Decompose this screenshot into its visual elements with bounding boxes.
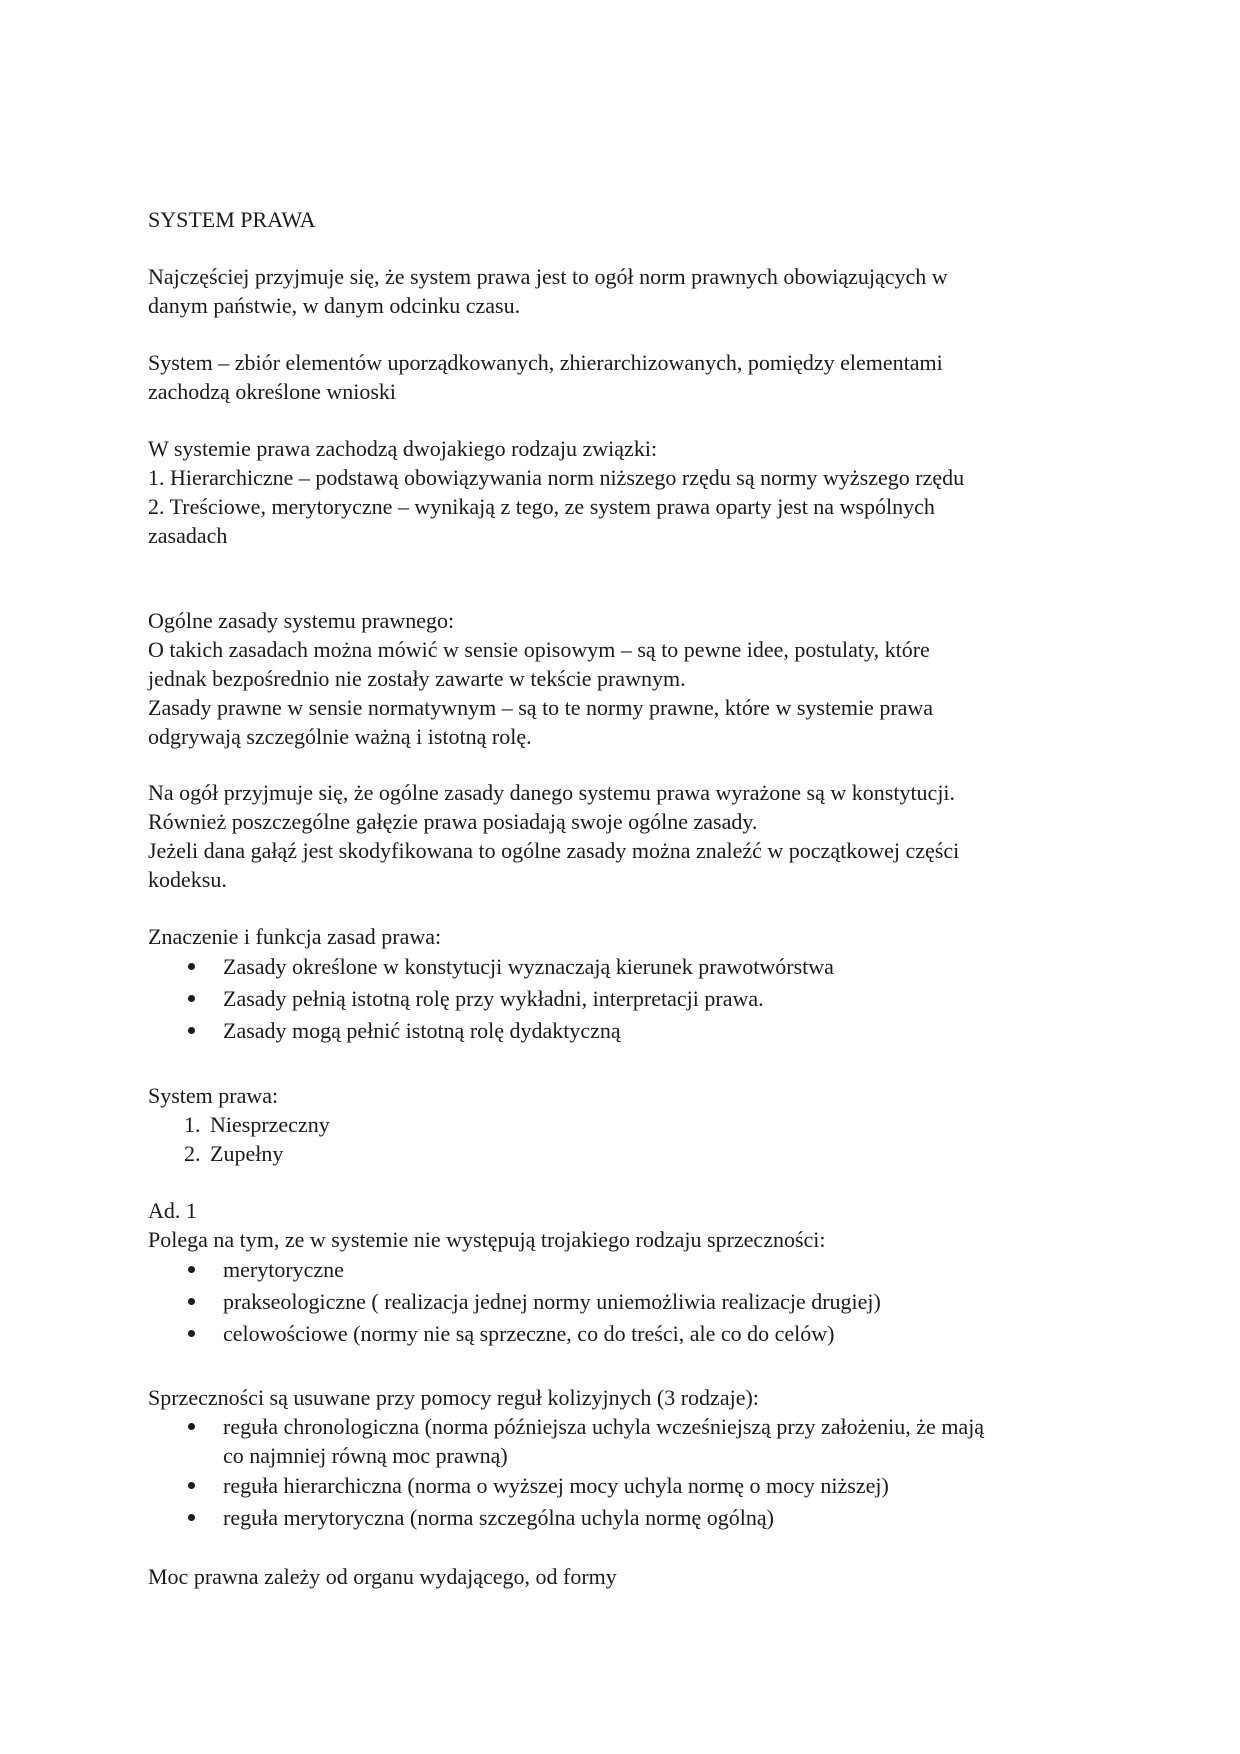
- list-item: merytoryczne: [148, 1254, 1098, 1286]
- text-line: System – zbiór elementów uporządkowanych, zhierarchizowanych, pomiędzy elementami: [148, 350, 943, 375]
- numbered-list: [148, 1110, 1098, 1168]
- section-heading: Sprzeczności są usuwane przy pomocy reguł kolizyjnych (3 rodzaje):: [148, 1385, 759, 1410]
- list-item: celowościowe (normy nie są sprzeczne, co do treści, ale co do celów): [148, 1318, 1098, 1350]
- text-line: Polega na tym, ze w systemie nie występują trojakiego rodzaju sprzeczności:: [148, 1227, 826, 1252]
- section-heading: System prawa:: [148, 1083, 279, 1108]
- section-ad-1: [148, 1196, 1098, 1350]
- list-item: Zasady określone w konstytucji wyznaczają kierunek prawotwórstwa: [148, 951, 1098, 983]
- section-heading: Ad. 1: [148, 1198, 197, 1223]
- list-item: reguła hierarchiczna (norma o wyższej mocy uchyla normę o mocy niższej): [148, 1470, 1098, 1502]
- list-item-text: Niesprzeczny: [210, 1112, 330, 1137]
- paragraph-general-principles: [148, 606, 1098, 751]
- text-line: kodeksu.: [148, 867, 227, 892]
- text-line: zachodzą określone wnioski: [148, 379, 397, 404]
- text-line: Zasady prawne w sensie normatywnym – są to te normy prawne, które w systemie prawa: [148, 695, 934, 720]
- list-item: [148, 1110, 1098, 1139]
- paragraph-relations: [148, 434, 1098, 550]
- list-item-text: Zupełny: [210, 1141, 284, 1166]
- text-line: Również poszczególne gałęzie prawa posiadają swoje ogólne zasady.: [148, 809, 758, 834]
- text-line: Jeżeli dana gałąź jest skodyfikowana to ogólne zasady można znaleźć w początkowej części: [148, 838, 960, 863]
- text-line: Na ogół przyjmuje się, że ogólne zasady danego systemu prawa wyrażone są w konstytucji.: [148, 780, 956, 805]
- text-line: co najmniej równą moc prawną): [223, 1443, 508, 1468]
- list-number: 2.: [184, 1141, 201, 1166]
- section-collision-rules: [148, 1383, 1098, 1534]
- document-title: SYSTEM PRAWA: [148, 207, 316, 232]
- bullet-list: [148, 1254, 1098, 1350]
- text-line: reguła chronologiczna (norma późniejsza uchyla wcześniejszą przy założeniu, że mają: [223, 1414, 985, 1439]
- list-number: 1.: [184, 1112, 201, 1137]
- list-item: Zasady mogą pełnić istotną rolę dydaktyczną: [148, 1015, 1098, 1047]
- list-item: reguła merytoryczna (norma szczególna uchyla normę ogólną): [148, 1502, 1098, 1534]
- list-item: Zasady pełnią istotną rolę przy wykładni, interpretacji prawa.: [148, 983, 1098, 1015]
- paragraph-constitution: [148, 778, 1098, 894]
- text-line: O takich zasadach można mówić w sensie opisowym – są to pewne idee, postulaty, które: [148, 637, 930, 662]
- bullet-list: [148, 1412, 1098, 1534]
- text-line: danym państwie, w danym odcinku czasu.: [148, 293, 521, 318]
- list-item: prakseologiczne ( realizacja jednej normy uniemożliwia realizacje drugiej): [148, 1286, 1098, 1318]
- text-line: 2. Treściowe, merytoryczne – wynikają z tego, ze system prawa oparty jest na wspólnych: [148, 494, 935, 519]
- closing-line: Moc prawna zależy od organu wydającego, od formy: [148, 1564, 617, 1589]
- text-line: Najczęściej przyjmuje się, że system prawa jest to ogół norm prawnych obowiązujących w: [148, 264, 948, 289]
- text-line: Ogólne zasady systemu prawnego:: [148, 608, 455, 633]
- section-principles-function: [148, 922, 1098, 1047]
- section-heading: Znaczenie i funkcja zasad prawa:: [148, 924, 442, 949]
- section-system-features: [148, 1081, 1098, 1168]
- paragraph-definition: [148, 262, 1098, 320]
- list-item: [148, 1139, 1098, 1168]
- list-item: [148, 1412, 1098, 1470]
- paragraph-system-definition: [148, 348, 1098, 406]
- text-line: jednak bezpośrednio nie zostały zawarte w tekście prawnym.: [148, 666, 686, 691]
- text-line: 1. Hierarchiczne – podstawą obowiązywania norm niższego rzędu są normy wyższego rzędu: [148, 465, 965, 490]
- bullet-list: [148, 951, 1098, 1047]
- text-line: zasadach: [148, 523, 228, 548]
- text-line: odgrywają szczególnie ważną i istotną rolę.: [148, 724, 532, 749]
- text-line: W systemie prawa zachodzą dwojakiego rodzaju związki:: [148, 436, 658, 461]
